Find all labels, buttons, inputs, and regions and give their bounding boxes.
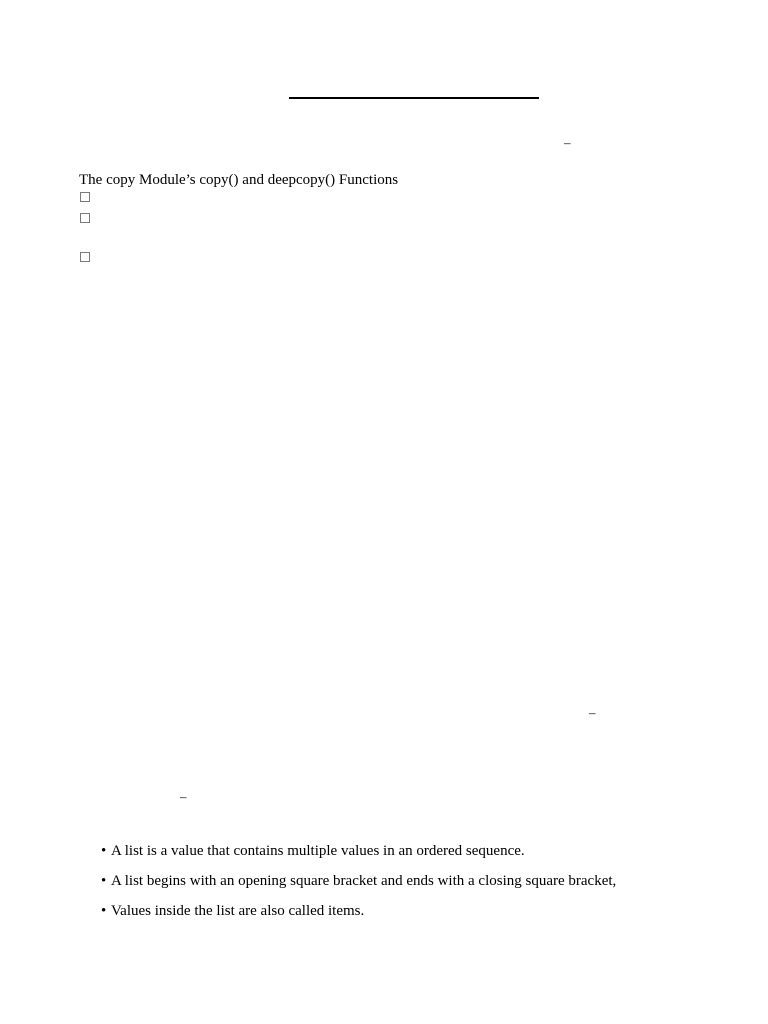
checkbox-icon	[80, 252, 90, 262]
list-item-text: A list is a value that contains multiple values in an ordered sequence.	[111, 843, 525, 859]
bullet-icon: •	[101, 903, 107, 919]
checkbox-icon	[80, 192, 90, 202]
bullet-icon: •	[101, 873, 107, 889]
list-item-text: A list begins with an opening square bracket and ends with a closing square bracket,	[111, 873, 617, 889]
bullet-list	[101, 842, 616, 932]
list-item	[101, 872, 616, 902]
checkbox-icon	[80, 213, 90, 223]
section-heading: The copy Module’s copy() and deepcopy() Functions	[79, 172, 399, 188]
dash-mark: –	[589, 705, 596, 720]
title-underline	[289, 97, 539, 99]
list-item	[101, 902, 616, 932]
list-item	[101, 842, 616, 872]
dash-mark: –	[564, 135, 571, 150]
bullet-icon: •	[101, 843, 107, 859]
dash-mark: –	[180, 789, 187, 804]
list-item-text: Values inside the list are also called items.	[111, 903, 365, 919]
